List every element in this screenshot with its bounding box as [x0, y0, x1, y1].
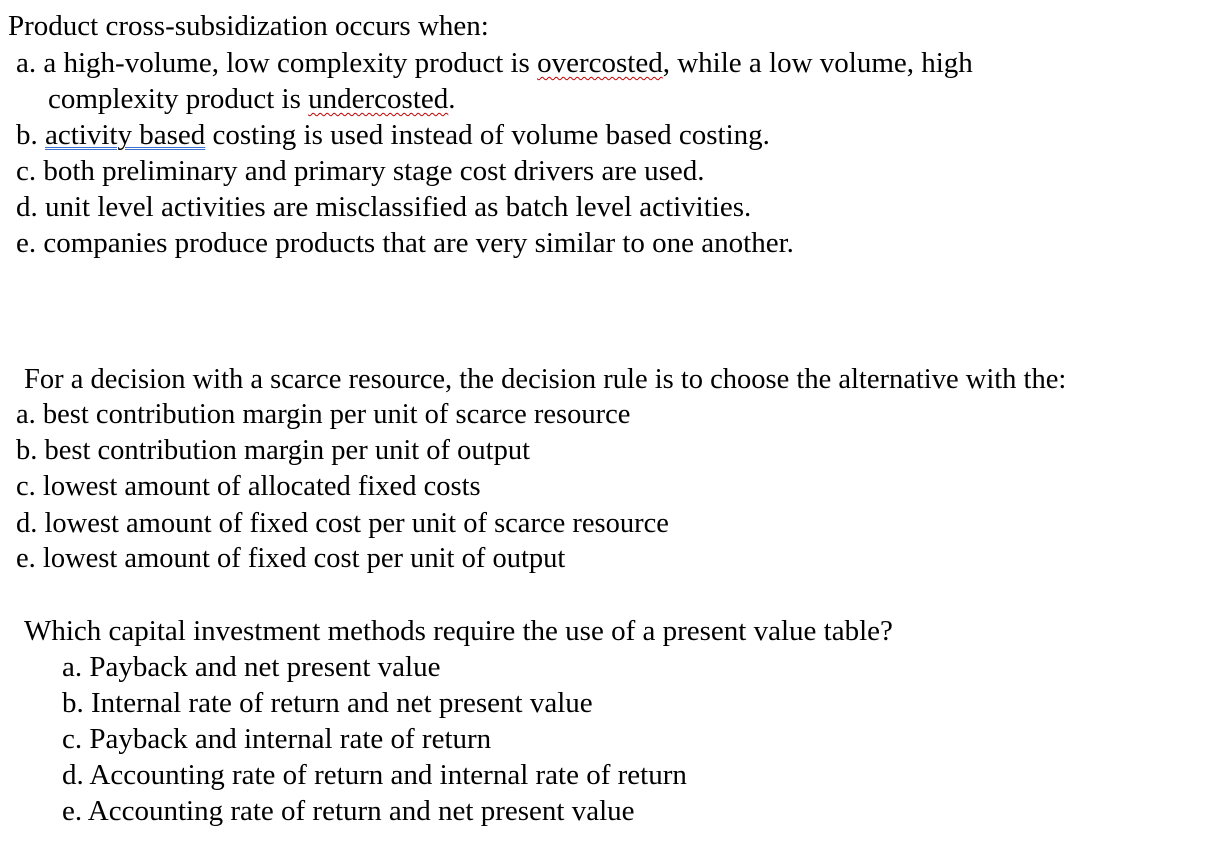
misspelled-word-undercosted: undercosted [308, 83, 449, 115]
question-2-stem: For a decision with a scarce resource, the decision rule is to choose the alternative with the: [24, 364, 1067, 395]
question-1-option-e: e. companies produce products that are very similar to one another. [16, 227, 794, 259]
question-1-option-b [16, 117, 770, 153]
grammar-flag-activity-based: activity based [45, 119, 206, 151]
question-1-option-c: c. both preliminary and primary stage cost drivers are used. [16, 155, 705, 187]
misspelled-word-overcosted: overcosted [537, 47, 663, 79]
question-1-option-d: d. unit level activities are misclassified as batch level activities. [16, 191, 752, 223]
question-3-option-c: c. Payback and internal rate of return [62, 723, 492, 755]
question-1-stem: Product cross-subsidization occurs when: [8, 10, 489, 42]
option-a-text-2: , while a low volume, high [662, 47, 973, 79]
option-a-text-4: . [448, 83, 456, 115]
question-1-option-a-line-1 [16, 45, 973, 81]
question-2-option-e: e. lowest amount of fixed cost per unit of output [16, 543, 566, 574]
question-2-option-c: c. lowest amount of allocated fixed costs [16, 471, 481, 502]
question-3-stem: Which capital investment methods require the use of a present value table? [24, 615, 893, 647]
question-3-option-a: a. Payback and net present value [62, 651, 441, 683]
question-3-option-b: b. Internal rate of return and net present value [62, 687, 593, 719]
question-2-option-a: a. best contribution margin per unit of scarce resource [16, 399, 631, 430]
option-b-prefix: b. [16, 119, 45, 151]
question-2-option-d: d. lowest amount of fixed cost per unit of scarce resource [16, 508, 669, 539]
question-1-option-a-line-2 [48, 81, 456, 117]
question-2-option-b: b. best contribution margin per unit of output [16, 435, 530, 466]
question-3-option-d: d. Accounting rate of return and internal rate of return [62, 759, 687, 791]
question-3-option-e: e. Accounting rate of return and net present value [62, 795, 635, 827]
option-b-rest: costing is used instead of volume based costing. [205, 119, 770, 151]
option-a-text-1: a. a high-volume, low complexity product is [16, 47, 538, 79]
option-a-text-3: complexity product is [48, 83, 309, 115]
